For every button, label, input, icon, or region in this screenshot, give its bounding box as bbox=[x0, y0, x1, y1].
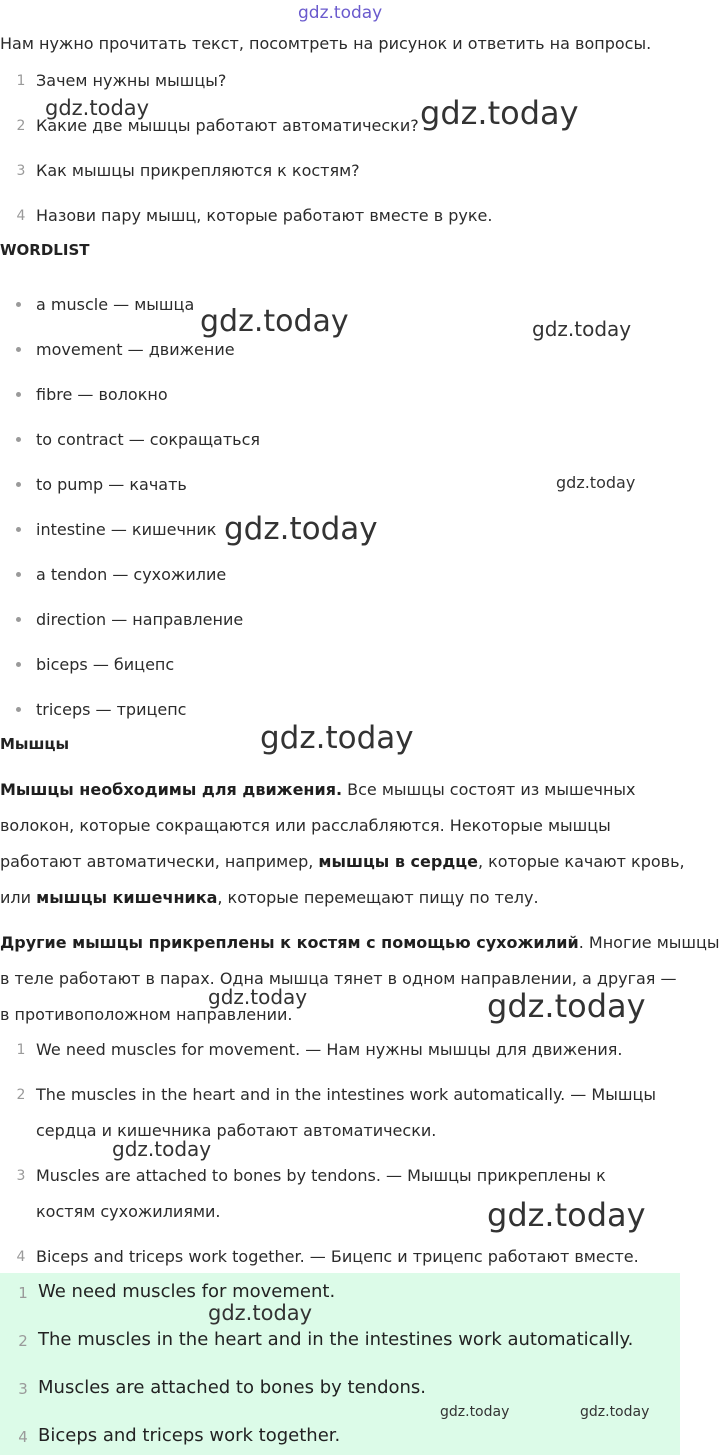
paragraph-line: в противоположном направлении. bbox=[0, 1005, 293, 1024]
wordlist-item: biceps — бицепс bbox=[36, 655, 175, 674]
answer-text: We need muscles for movement. bbox=[38, 1281, 336, 1302]
answer-text: Muscles are attached to bones by tendons. bbox=[38, 1377, 427, 1398]
answer-number: 1 bbox=[18, 1284, 28, 1302]
question-number: 3 bbox=[16, 163, 26, 179]
translation-number: 4 bbox=[16, 1249, 26, 1265]
question-number: 1 bbox=[16, 73, 26, 89]
bullet bbox=[16, 482, 21, 487]
wordlist-item: to contract — сокращаться bbox=[36, 430, 261, 449]
watermark: gdz.today bbox=[224, 511, 378, 547]
bullet bbox=[16, 572, 21, 577]
paragraph-line bbox=[0, 852, 685, 871]
wordlist-item: a tendon — сухожилие bbox=[36, 565, 227, 584]
paragraph-line: в теле работают в парах. Одна мышца тянет в одном направлении, а другая — bbox=[0, 969, 677, 988]
translation-number: 1 bbox=[16, 1042, 26, 1058]
wordlist-item: to pump — качать bbox=[36, 475, 187, 494]
watermark-top: gdz.today bbox=[298, 3, 383, 23]
bullet bbox=[16, 662, 21, 667]
answer-number: 2 bbox=[18, 1332, 28, 1350]
question-text: Какие две мышцы работают автоматически? bbox=[36, 116, 419, 135]
question-text: Как мышцы прикрепляются к костям? bbox=[36, 161, 360, 180]
wordlist-item: intestine — кишечник bbox=[36, 520, 217, 539]
watermark: gdz.today bbox=[556, 473, 636, 492]
bold-phrase: мышцы в сердце bbox=[318, 852, 478, 871]
translation-line: костям сухожилиями. bbox=[36, 1202, 221, 1221]
answers-box bbox=[0, 1273, 680, 1455]
watermark: gdz.today bbox=[112, 1137, 212, 1161]
bullet bbox=[16, 302, 21, 307]
watermark: gdz.today bbox=[260, 720, 414, 756]
question-number: 4 bbox=[16, 208, 26, 224]
translation-line: We need muscles for movement. — Нам нужны мышцы для движения. bbox=[36, 1040, 623, 1059]
wordlist-heading: WORDLIST bbox=[0, 241, 90, 259]
translation-line: Muscles are attached to bones by tendons. — Мышцы прикреплены к bbox=[36, 1166, 606, 1185]
bullet bbox=[16, 437, 21, 442]
watermark: gdz.today bbox=[440, 1404, 510, 1420]
paragraph-line bbox=[0, 933, 720, 952]
paragraph-text: работают автоматически, например, bbox=[0, 852, 319, 871]
bullet bbox=[16, 347, 21, 352]
bullet bbox=[16, 527, 21, 532]
translation-number: 3 bbox=[16, 1168, 26, 1184]
watermark: gdz.today bbox=[580, 1404, 650, 1420]
paragraph-text: , которые качают кровь, bbox=[477, 852, 685, 871]
paragraph-text: Все мышцы состоят из мышечных bbox=[342, 780, 636, 799]
wordlist-item: movement — движение bbox=[36, 340, 235, 359]
question-text: Зачем нужны мышцы? bbox=[36, 71, 227, 90]
answer-text: The muscles in the heart and in the intestines work automatically. bbox=[38, 1329, 634, 1350]
answer-number: 4 bbox=[18, 1428, 28, 1446]
paragraph-text: или bbox=[0, 888, 37, 907]
intro-text: Нам нужно прочитать текст, посомтреть на рисунок и ответить на вопросы. bbox=[0, 34, 652, 53]
paragraph-text: . Многие мышцы bbox=[578, 933, 720, 952]
watermark: gdz.today bbox=[45, 96, 150, 120]
watermark: gdz.today bbox=[487, 987, 646, 1025]
translation-line: Biceps and triceps work together. — Бицепс и трицепс работают вместе. bbox=[36, 1247, 639, 1266]
question-number: 2 bbox=[16, 118, 26, 134]
wordlist-item: triceps — трицепс bbox=[36, 700, 187, 719]
watermark: gdz.today bbox=[487, 1196, 646, 1234]
wordlist-item: fibre — волокно bbox=[36, 385, 168, 404]
watermark: gdz.today bbox=[208, 985, 308, 1009]
paragraph-line: волокон, которые сокращаются или расслабляются. Некоторые мышцы bbox=[0, 816, 611, 835]
bold-phrase: Мышцы необходимы для движения. bbox=[0, 780, 343, 799]
translation-line: сердца и кишечника работают автоматически. bbox=[36, 1121, 437, 1140]
paragraph-line bbox=[0, 888, 539, 907]
watermark: gdz.today bbox=[200, 304, 349, 339]
bold-phrase: мышцы кишечника bbox=[36, 888, 218, 907]
bullet bbox=[16, 392, 21, 397]
answer-number: 3 bbox=[18, 1380, 28, 1398]
wordlist-item: a muscle — мышца bbox=[36, 295, 195, 314]
text-heading: Мышцы bbox=[0, 735, 70, 753]
paragraph-text: , которые перемещают пищу по телу. bbox=[217, 888, 539, 907]
translation-line: The muscles in the heart and in the intestines work automatically. — Мышцы bbox=[36, 1085, 656, 1104]
translation-number: 2 bbox=[16, 1087, 26, 1103]
bold-phrase: Другие мышцы прикреплены к костям с помощью сухожилий bbox=[0, 933, 579, 952]
bullet bbox=[16, 617, 21, 622]
watermark: gdz.today bbox=[420, 94, 579, 132]
paragraph-line bbox=[0, 780, 636, 799]
watermark: gdz.today bbox=[208, 1301, 313, 1325]
question-text: Назови пару мышц, которые работают вместе в руке. bbox=[36, 206, 493, 225]
bullet bbox=[16, 707, 21, 712]
watermark: gdz.today bbox=[532, 317, 632, 341]
wordlist-item: direction — направление bbox=[36, 610, 244, 629]
answer-text: Biceps and triceps work together. bbox=[38, 1425, 341, 1446]
